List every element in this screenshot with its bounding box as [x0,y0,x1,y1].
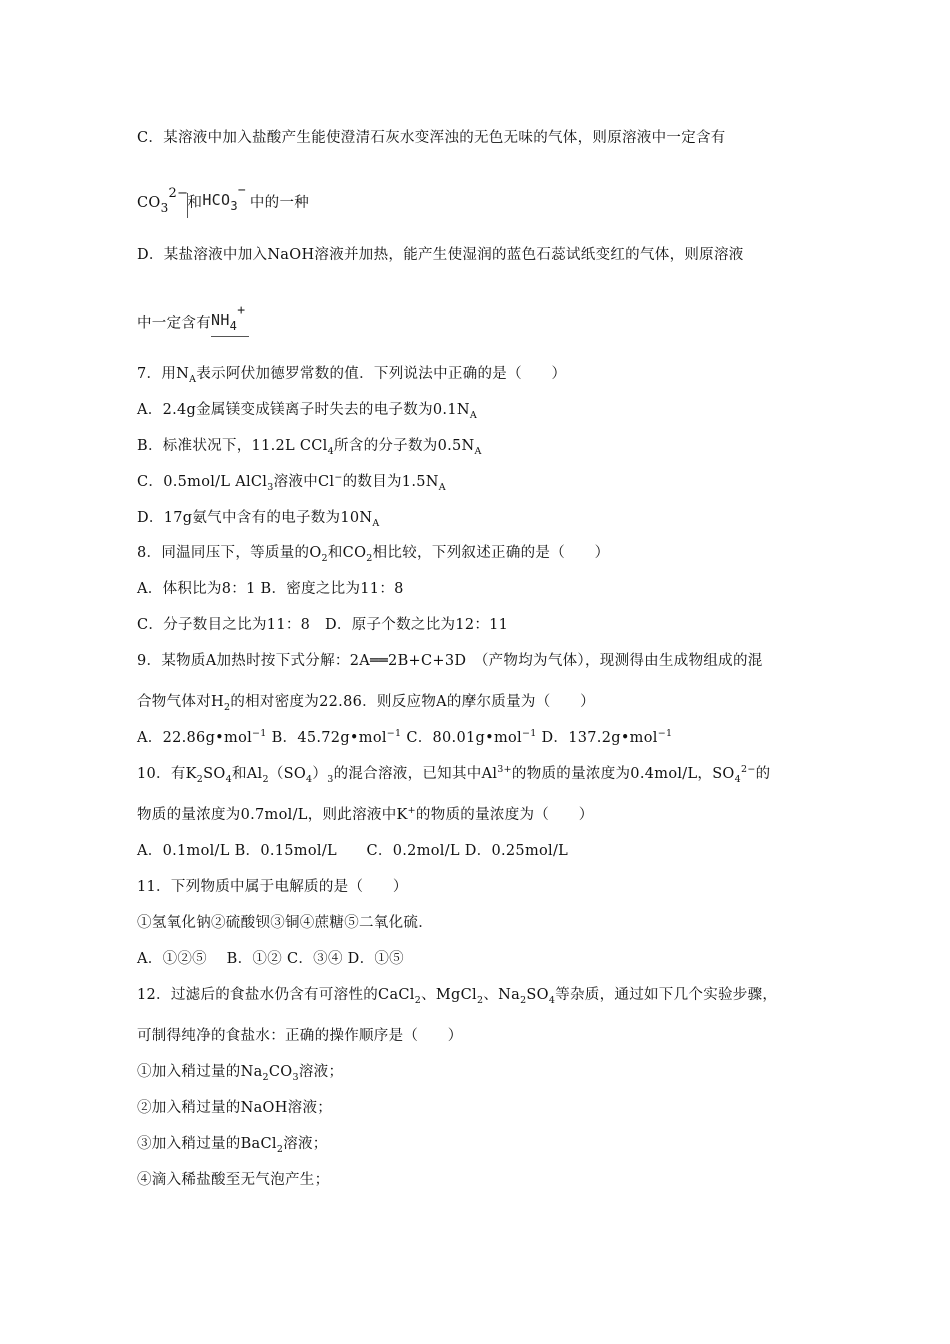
q12-step-1: ①加入稍过量的$Na_2CO_3$溶液； [137,1064,344,1083]
q8-stem: 8．同温同压下，等质量的$O_2$和$CO_2$相比较，下列叙述正确的是（ ） [137,545,610,564]
q10-options: A．0.1mol/L B．0.15mol/L C．0.2mol/L D．0.25mol/L [137,843,569,859]
q7-option-b: B．标准状况下，11.2L CCl$_4$所含的分子数为$0.5N_A$ [137,438,482,457]
q10-stem: 10．有$K_2SO_4$和$Al_2(SO_4)_3$的混合溶液，已知其中$Al^{3+}$的物质的量浓度为0.4mol/L，$SO_4^{2-}$的 [137,764,771,785]
q12-stem-2: 可制得纯净的食盐水：正确的操作顺序是（ ） [137,1028,463,1044]
bicarbonate-formula-image: $HCO_3$ − [202,183,247,213]
q11-stem: 11．下列物质中属于电解质的是（ ） [137,879,408,895]
q7-option-c: C．0.5mol/L AlCl$_3$溶液中Cl−的数目为$1.5N_A$ [137,472,446,493]
option-c-formula-line [137,183,310,218]
option-c-line: C．某溶液中加入盐酸产生能使澄清石灰水变浑浊的无色无味的气体，则原溶液中一定含有 [137,130,726,146]
q12-step-4: ④滴入稀盐酸至无气泡产生； [137,1172,330,1188]
q12-step-3: ③加入稍过量的BaCl$_2$溶液； [137,1136,328,1155]
q7-option-a: A．2.4g金属镁变成镁离子时失去的电子数为$0.1N_A$ [137,402,478,421]
ammonium-formula-image: $NH_4$ + [211,310,249,337]
option-d-formula-line: 中一定含有$NH_4$ + [137,310,249,337]
q8-options-cd: C．分子数目之比为11：8 D．原子个数之比为12：11 [137,617,509,633]
q8-options-ab: A．体积比为8：1 B．密度之比为11：8 [137,581,404,597]
q9-stem-2: 合物气体对$H_2$的相对密度为22.86．则反应物A的摩尔质量为（ ） [137,694,595,713]
q7-option-d: D．17g氨气中含有的电子数为$10N_A$ [137,510,380,529]
q12-step-2: ②加入稍过量的NaOH溶液； [137,1100,333,1116]
carbonate-formula-image: $CO_3$ 2− [137,193,188,218]
q10-stem-2: 物质的量浓度为0.7mol/L，则此溶液中K+的物质的量浓度为（ ） [137,805,594,823]
one-of-text: 中的一种 [249,195,310,211]
option-d-line: D．某盐溶液中加入NaOH溶液并加热，能产生使湿润的蓝色石蕊试纸变红的气体，则原溶液 [137,247,744,263]
q12-stem: 12．过滤后的食盐水仍含有可溶性的CaCl$_2$、MgCl$_2$、$Na_2SO_4$等杂质，通过如下几个实验步骤， [137,987,778,1006]
q9-stem: 9．某物质A加热时按下式分解：2A══2B+C+3D （产物均为气体），现测得由生成物组成的混 [137,653,763,669]
q11-options: A．①②⑤ B．①② C．③④ D．①⑤ [137,951,404,967]
q11-items: ①氢氧化钠②硫酸钡③铜④蔗糖⑤二氧化硫． [137,915,433,931]
q7-stem: 7．用$N_A$表示阿伏加德罗常数的值．下列说法中正确的是（ ） [137,366,567,385]
and-text: 和 [187,195,203,211]
q9-options: A．22.86g•mol$^{-1}$ B．45.72g•mol$^{-1}$ C．80.01g•mol$^{-1}$ D．137.2g•mol$^{-1}$ [137,728,673,746]
